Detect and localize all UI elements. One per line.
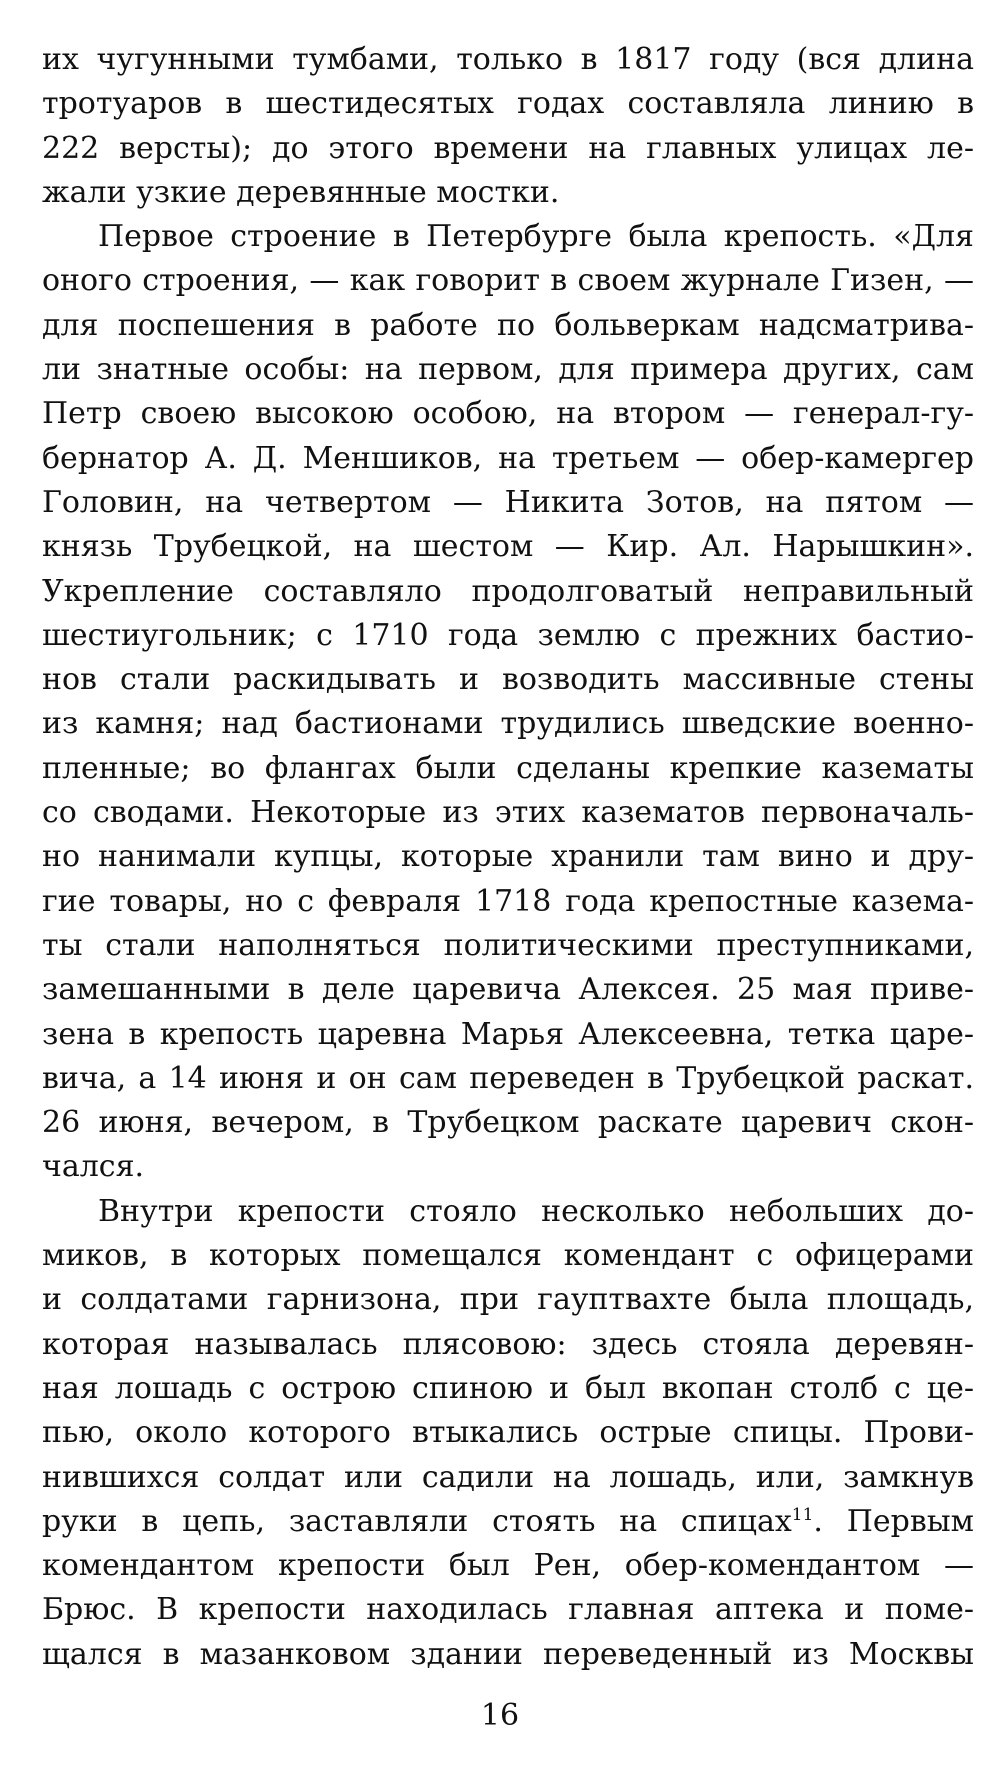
text-line: которая называлась плясовою: здесь стояла деревян- — [42, 1326, 974, 1362]
text-line: ты стали наполняться политическими преступниками, — [42, 927, 974, 963]
text-line: князь Трубецкой, на шестом — Кир. Ал. Нарышкин». — [42, 529, 974, 565]
text-line: из камня; над бастионами трудились шведские военно- — [42, 706, 974, 742]
text-line: оного строения, — как говорит в своем журнале Гизен, — — [42, 263, 974, 299]
text-line: Петр своею высокою особою, на втором — генерал-гу- — [42, 396, 974, 432]
text-line: пью, около которого втыкались острые спицы. Прови- — [42, 1415, 974, 1451]
text-line: Головин, на четвертом — Никита Зотов, на пятом — — [42, 484, 974, 520]
text-line: их чугунными тумбами, только в 1817 году (вся длина — [42, 42, 974, 77]
text-line: жали узкие деревянные мостки. — [42, 174, 560, 210]
text-line: 222 версты); до этого времени на главных улицах ле- — [42, 130, 974, 166]
text-line: гие товары, но с февраля 1718 года крепостные казема- — [42, 883, 974, 919]
text-line: миков, в которых помещался комендант с офицерами — [42, 1238, 974, 1274]
text-line: и солдатами гарнизона, при гауптвахте была площадь, — [42, 1282, 974, 1318]
text-line: Внутри крепости стояло несколько небольших до- — [98, 1193, 974, 1229]
text-line: комендантом крепости был Рен, обер-комендантом — — [42, 1548, 974, 1584]
text-line: ли знатные особы: на первом, для примера других, сам — [42, 352, 974, 388]
text-line: для поспешения в работе по больверкам надсматрива- — [42, 307, 974, 343]
text-line: Первое строение в Петербурге была крепость. «Для — [98, 219, 974, 255]
text-line: замешанными в деле царевича Алексея. 25 мая приве- — [42, 972, 974, 1008]
text-line: Укрепление составляло продолговатый неправильный — [42, 573, 974, 609]
page-number: 16 — [480, 1698, 520, 1733]
text-line: бернатор А. Д. Меншиков, на третьем — обер-камергер — [42, 440, 974, 476]
text-line: со сводами. Некоторые из этих казематов первоначаль- — [42, 795, 974, 831]
text-line: нившихся солдат или садили на лошадь, или, замкнув — [42, 1459, 974, 1495]
text-line: шестиугольник; с 1710 года землю с прежних бастио- — [42, 617, 974, 653]
text-line: ная лошадь с острою спиною и был вкопан столб с це- — [42, 1370, 974, 1406]
text-line-with-footnote — [42, 1500, 974, 1544]
text-segment: . Первым — [813, 1503, 974, 1539]
text-line: пленные; во флангах были сделаны крепкие казематы — [42, 750, 974, 786]
text-line: Брюс. В крепости находилась главная аптека и поме- — [42, 1592, 974, 1628]
text-line: но нанимали купцы, которые хранили там вино и дру- — [42, 839, 974, 875]
text-line: 26 июня, вечером, в Трубецком раскате царевич скон- — [42, 1105, 974, 1141]
text-line: нов стали раскидывать и возводить массивные стены — [42, 662, 974, 698]
text-segment: руки в цепь, заставляли стоять на спицах — [42, 1503, 792, 1539]
body-text — [42, 38, 974, 1677]
text-line: тротуаров в шестидесятых годах составляла линию в — [42, 86, 974, 122]
text-line: зена в крепость царевна Марья Алексеевна, тетка царе- — [42, 1016, 974, 1052]
text-line: чался. — [42, 1149, 145, 1185]
text-line: вича, а 14 июня и он сам переведен в Трубецкой раскат. — [42, 1060, 974, 1096]
text-line: щался в мазанковом здании переведенный из Москвы — [42, 1636, 974, 1672]
footnote-reference[interactable]: 11 — [791, 1504, 814, 1525]
